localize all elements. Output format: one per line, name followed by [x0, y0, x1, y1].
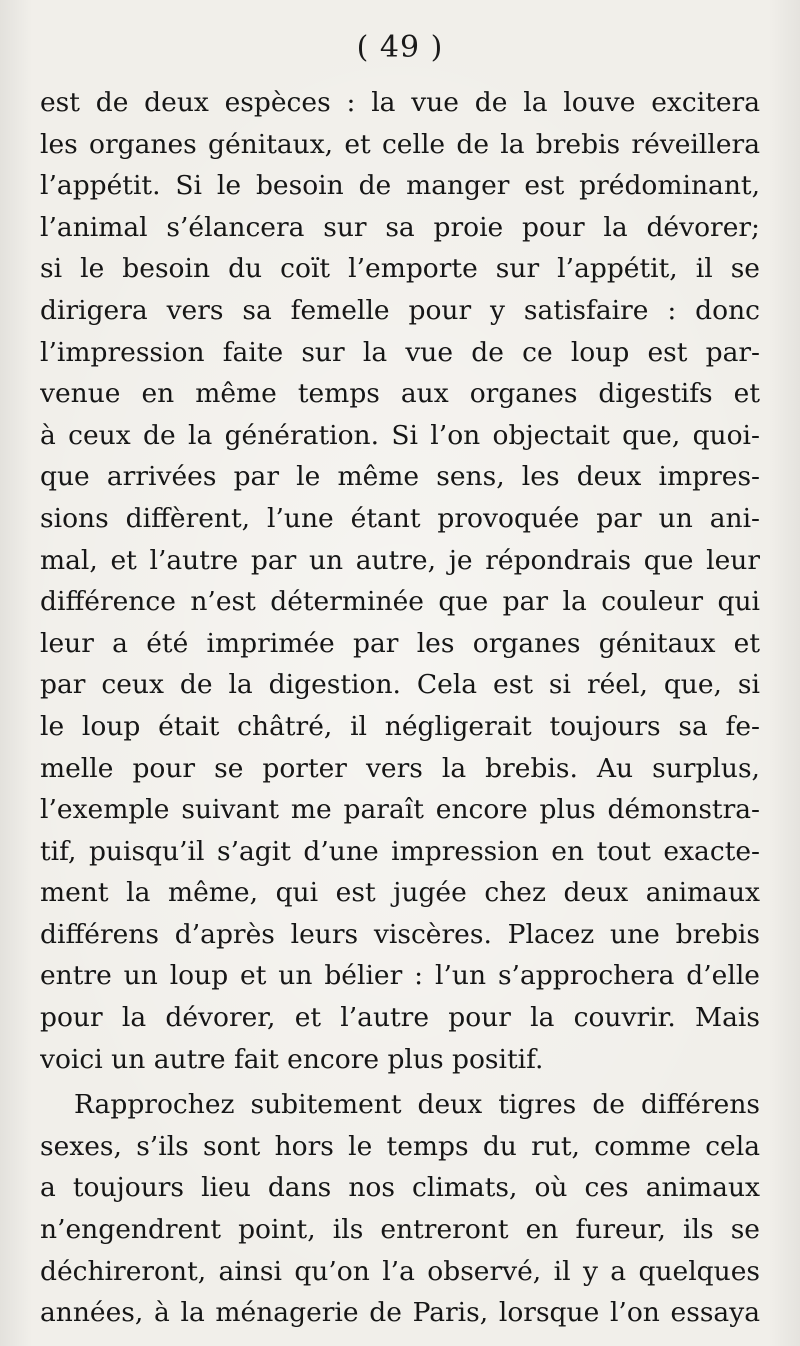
body-text	[40, 82, 760, 1334]
text-line: voici un autre fait encore plus positif.	[40, 1043, 544, 1075]
text-line: venue en même temps aux organes digestifs et	[40, 378, 760, 410]
text-line: que arrivées par le même sens, les deux impres-	[40, 461, 760, 493]
text-line: est de deux espèces : la vue de la louve excitera	[40, 87, 760, 118]
text-line: ment la même, qui est jugée chez deux animaux	[40, 877, 760, 909]
paragraph-1	[40, 82, 760, 1080]
text-line: tif, puisqu’il s’agit d’une impression en tout exacte-	[40, 835, 760, 867]
text-line: sions diffèrent, l’une étant provoquée par un ani-	[40, 502, 760, 534]
text-line: sexes, s’ils sont hors le temps du rut, comme cela	[40, 1130, 760, 1162]
text-line: déchireront, ainsi qu’on l’a observé, il y a quelques	[40, 1255, 760, 1287]
text-line: les organes génitaux, et celle de la brebis réveillera	[40, 128, 760, 160]
text-line: l’impression faite sur la vue de ce loup est par-	[40, 336, 760, 368]
text-line: mal, et l’autre par un autre, je répondrais que leur	[40, 544, 760, 576]
text-line: melle pour se porter vers la brebis. Au surplus,	[40, 752, 760, 784]
text-line: l’appétit. Si le besoin de manger est prédominant,	[40, 170, 760, 202]
text-line: l’exemple suivant me paraît encore plus démonstra-	[40, 794, 760, 826]
text-line: années, à la ménagerie de Paris, lorsque l’on essaya	[40, 1297, 760, 1329]
text-line: à ceux de la génération. Si l’on objectait que, quoi-	[40, 419, 760, 451]
text-line: a toujours lieu dans nos climats, où ces animaux	[40, 1172, 760, 1204]
text-line: dirigera vers sa femelle pour y satisfaire : donc	[40, 294, 760, 326]
text-line: n’engendrent point, ils entreront en fureur, ils se	[40, 1214, 760, 1246]
text-line: pour la dévorer, et l’autre pour la couvrir. Mais	[40, 1002, 760, 1034]
text-line: différens d’après leurs viscères. Placez une brebis	[40, 918, 760, 950]
page-number: ( 49 )	[356, 30, 444, 65]
paragraph-2	[40, 1084, 760, 1334]
text-line: différence n’est déterminée que par la couleur qui	[40, 586, 760, 618]
text-line: l’animal s’élancera sur sa proie pour la dévorer;	[40, 211, 760, 243]
text-line: par ceux de la digestion. Cela est si réel, que, si	[40, 669, 760, 701]
text-line: le loup était châtré, il négligerait toujours sa fe-	[40, 710, 760, 742]
text-line: si le besoin du coït l’emporte sur l’appétit, il se	[40, 253, 760, 285]
text-line: entre un loup et un bélier : l’un s’approchera d’elle	[40, 960, 760, 992]
text-line: leur a été imprimée par les organes génitaux et	[40, 627, 760, 659]
text-line: Rapprochez subitement deux tigres de différens	[74, 1089, 760, 1121]
